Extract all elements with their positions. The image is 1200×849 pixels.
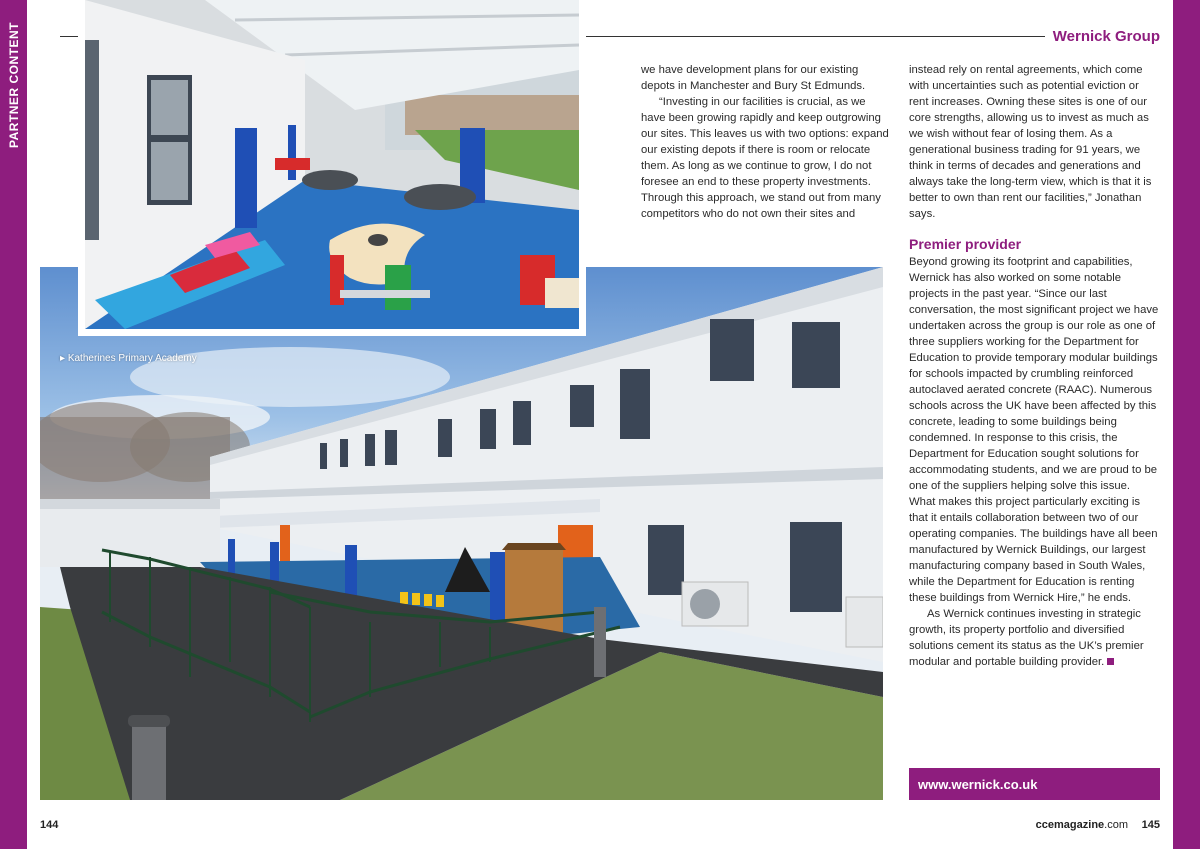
magazine-site-domain: .com — [1104, 819, 1128, 831]
inset-photo-play-area — [78, 0, 586, 336]
col2-paragraph-3 — [909, 606, 1159, 670]
text-column-1 — [641, 62, 891, 222]
photo-caption: ▸ Katherines Primary Academy — [60, 353, 197, 364]
col2-paragraph-1: instead rely on rental agreements, which come with uncertainties such as potential eviction or rent increases. Owning these sites is one of our core strengths, allowing us to invest as much as we wish without fear of losing them. As a generational business trading for 91 years, we think in terms of decades and generations and always take the long-term view, which is that it is better to own than rent our facilities,” Jonathan says. — [909, 64, 1152, 220]
col1-paragraph-1: we have development plans for our existing depots in Manchester and Bury St Edmunds. — [641, 64, 866, 92]
right-accent-bar — [1173, 0, 1200, 849]
main-photo-school-building — [40, 267, 883, 800]
col2-paragraph-3-text: As Wernick continues investing in strategic growth, its property portfolio and diversified solutions cement its status as the UK’s premier modular and portable building provider. — [909, 608, 1144, 668]
page-number-right: 145 — [1141, 819, 1160, 831]
partner-content-label: PARTNER CONTENT — [6, 22, 21, 148]
partner-content-tab — [0, 0, 27, 170]
website-link[interactable]: www.wernick.co.uk — [909, 768, 1160, 800]
brand-name: Wernick Group — [1045, 28, 1160, 45]
section-subhead: Premier provider — [909, 236, 1022, 252]
col2-paragraph-2: Beyond growing its footprint and capabilities, Wernick has also worked on some notable projects in the past year. “Since our last conversation, the most significant project we have undertaken across the group is our role as one of three suppliers working for the Department for Education to provide temporary modular buildings for schools impacted by crumbling reinforced autoclaved aerated concrete (RAAC). Numerous schools across the UK have been affected by this concrete, leading to some buildings being condemned. In response to this crisis, the Department for Education sought solutions for accommodating students, and we are proud to be one of the suppliers helping solve this issue. What makes this project particularly exciting is that it entails collaboration between two of our operating companies. The buildings have all been manufactured by Wernick Buildings, our largest manufacturing company based in South Wales, while the Department for Education is renting these buildings from Wernick Hire,” he ends. — [909, 256, 1159, 604]
text-column-2 — [909, 62, 1159, 670]
left-accent-bar — [0, 0, 27, 849]
photo-caption-text: Katherines Primary Academy — [67, 353, 197, 364]
magazine-site — [1036, 819, 1128, 831]
page-number-left: 144 — [40, 819, 59, 831]
magazine-site-name: ccemagazine — [1035, 819, 1105, 831]
col1-paragraph-2: “Investing in our facilities is crucial, as we have been growing rapidly and keep outgrowing our sites. This leaves us with two options: expand our existing depots if there is room or relocate them. As long as we continue to grow, I do not foresee an end to these property investments. Through this approach, we stand out from many competitors who do not own their sites and — [641, 96, 889, 220]
end-of-article-mark — [1107, 658, 1114, 665]
